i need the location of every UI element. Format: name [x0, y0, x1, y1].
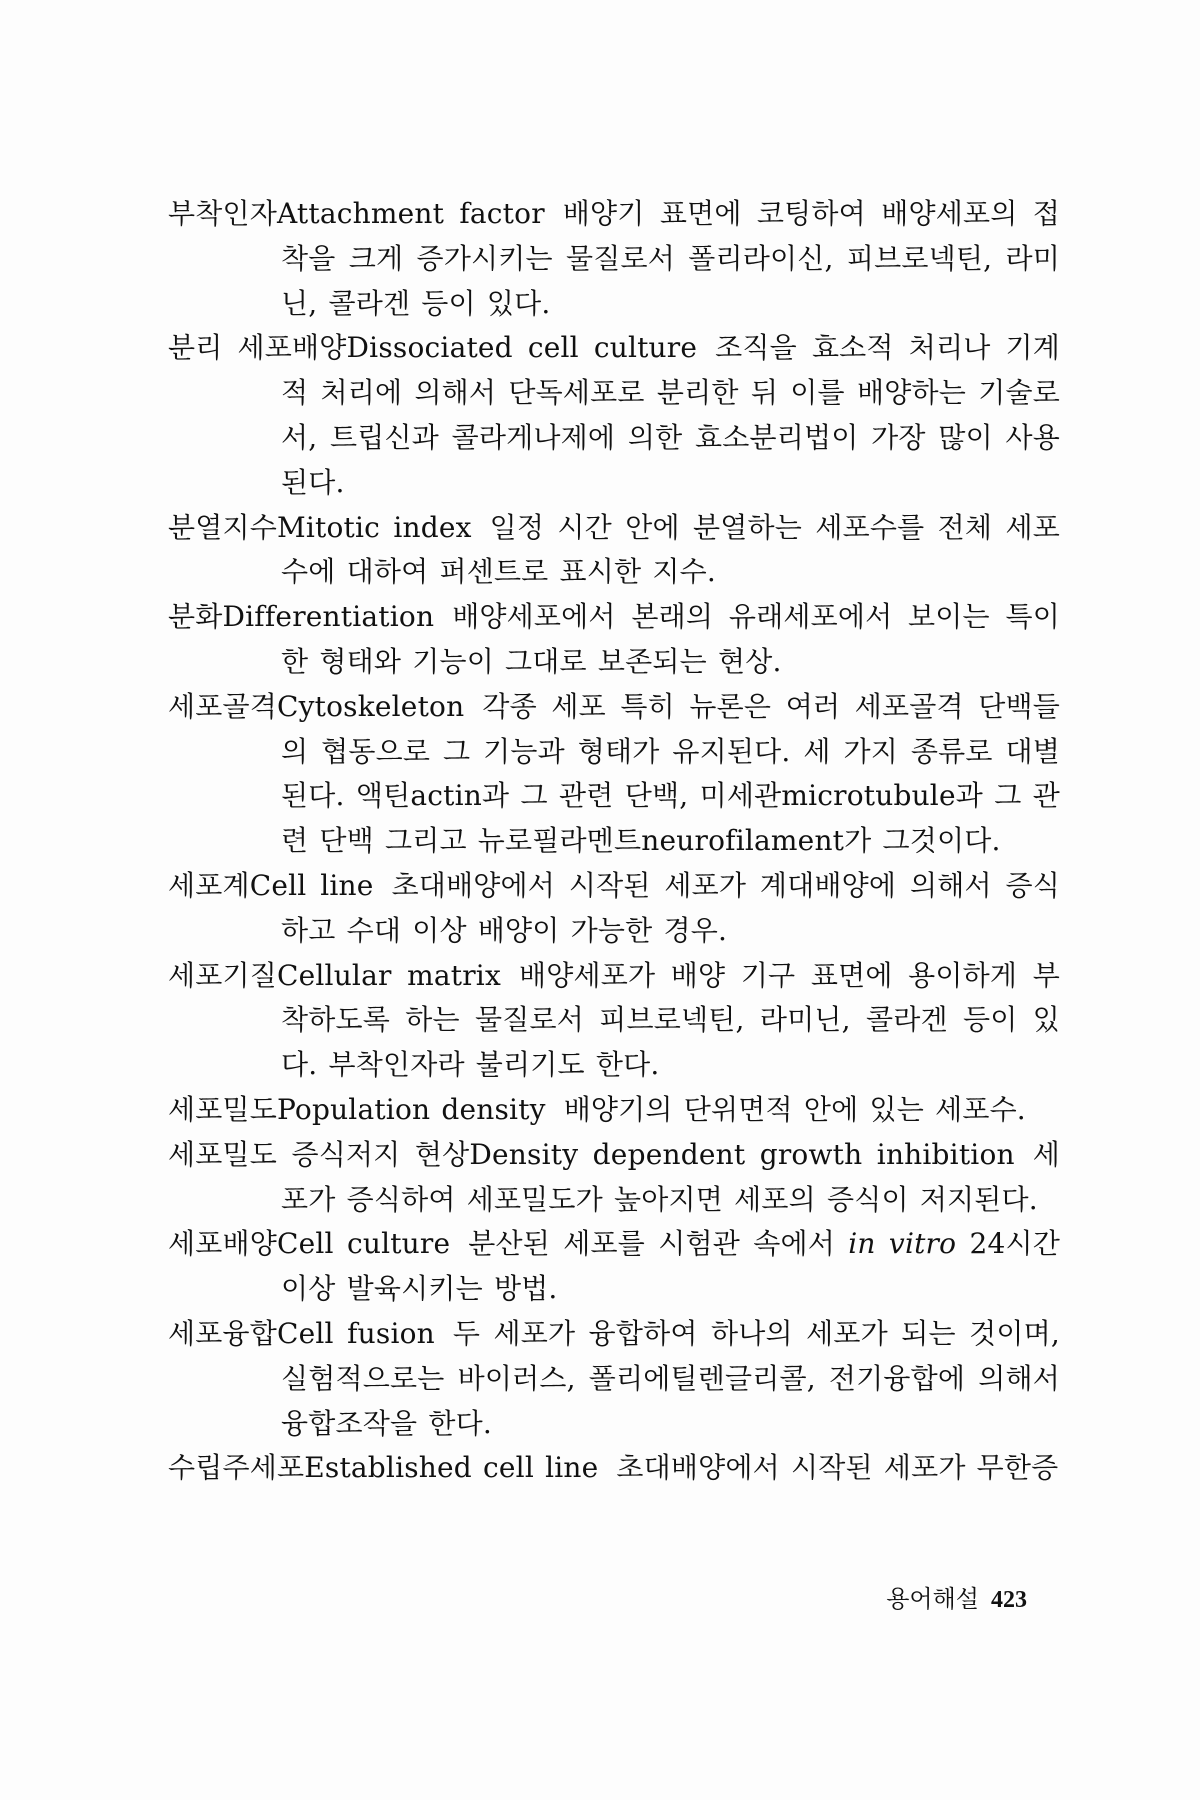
entry-term: 분열지수Mitotic index: [168, 510, 472, 544]
entry-term: 세포밀도Population density: [168, 1092, 546, 1126]
entry-definition: 세포가 증식하여 세포밀도가 높아지면 세포의 증식이 저지된다.: [281, 1137, 1060, 1216]
glossary-entry-cytoskeleton: [168, 685, 1060, 864]
entry-term: 세포융합Cell fusion: [168, 1316, 435, 1350]
glossary-entry-cell-culture: [168, 1222, 1060, 1312]
glossary-entry-population-density: [168, 1088, 1060, 1133]
entry-definition: 일정 시간 안에 분열하는 세포수를 전체 세포수에 대하여 퍼센트로 표시한 지수.: [281, 510, 1060, 589]
entry-term: 부착인자Attachment factor: [168, 197, 545, 230]
glossary-entry-mitotic-index: [168, 506, 1060, 596]
entry-term: 세포골격Cytoskeleton: [168, 689, 465, 723]
entry-term: 세포밀도 증식저지 현상Density dependent growth inhibition: [168, 1137, 1015, 1171]
entry-term: 분리 세포배양Dissociated cell culture: [168, 331, 698, 365]
entry-definition-part: 24시간 이상 발육시키는 방법.: [281, 1227, 1060, 1306]
glossary-entry-cellular-matrix: [168, 954, 1060, 1088]
entry-definition: 초대배양에서 시작된 세포가 무한증: [616, 1451, 1059, 1485]
entry-definition-part: 분산된 세포를 시험관 속에서: [468, 1227, 849, 1261]
entry-definition: 각종 세포 특히 뉴론은 여러 세포골격 단백들의 협동으로 그 기능과 형태가 유지된다. 세 가지 종류로 대별된다. 액틴actin과 그 관련 단백, 미세관microtubule과 그 관련 단백 그리고 뉴로필라멘트neurofilament가 그것이다.: [281, 689, 1060, 858]
entry-term: 분화Differentiation: [168, 600, 435, 634]
glossary-entry-density-dependent-growth-inhibition: [168, 1133, 1060, 1223]
page-number: 423: [991, 1587, 1027, 1613]
entry-definition: 배양세포에서 본래의 유래세포에서 보이는 특이한 형태와 기능이 그대로 보존되는 현상.: [281, 600, 1060, 678]
entry-definition: 조직을 효소적 처리나 기계적 처리에 의해서 단독세포로 분리한 뒤 이를 배양하는 기술로서, 트립신과 콜라게나제에 의한 효소분리법이 가장 많이 사용된다.: [281, 331, 1060, 499]
entry-term: 수립주세포Established cell line: [168, 1451, 599, 1485]
glossary-entry-dissociated-cell-culture: [168, 326, 1060, 505]
footer-section-title: 용어해설: [886, 1585, 979, 1613]
entry-definition: 초대배양에서 시작된 세포가 계대배양에 의해서 증식하고 수대 이상 배양이 가능한 경우.: [281, 868, 1060, 947]
entry-definition: 배양기 표면에 코팅하여 배양세포의 접착을 크게 증가시키는 물질로서 폴리라이신, 피브로넥틴, 라미닌, 콜라겐 등이 있다.: [281, 197, 1061, 320]
entry-definition: 배양세포가 배양 기구 표면에 용이하게 부착하도록 하는 물질로서 피브로넥틴, 라미닌, 콜라겐 등이 있다. 부착인자라 불리기도 한다.: [281, 958, 1060, 1082]
glossary-entry-differentiation: [168, 595, 1060, 685]
entry-term: 세포계Cell line: [168, 868, 374, 902]
glossary-entries: [168, 192, 1060, 1491]
entry-definition-italic: in vitro: [848, 1227, 957, 1261]
entry-term: 세포배양Cell culture: [168, 1227, 451, 1261]
entry-definition: 배양기의 단위면적 안에 있는 세포수.: [563, 1092, 1026, 1126]
glossary-entry-cell-line: [168, 864, 1060, 954]
entry-definition: 두 세포가 융합하여 하나의 세포가 되는 것이며, 실험적으로는 바이러스, 폴리에틸렌글리콜, 전기융합에 의해서 융합조작을 한다.: [281, 1316, 1060, 1440]
glossary-entry-established-cell-line: [168, 1446, 1060, 1491]
entry-term: 세포기질Cellular matrix: [168, 958, 501, 992]
glossary-entry-cell-fusion: [168, 1312, 1060, 1446]
page-footer: [886, 1584, 1027, 1615]
glossary-entry-attachment-factor: [168, 192, 1060, 326]
